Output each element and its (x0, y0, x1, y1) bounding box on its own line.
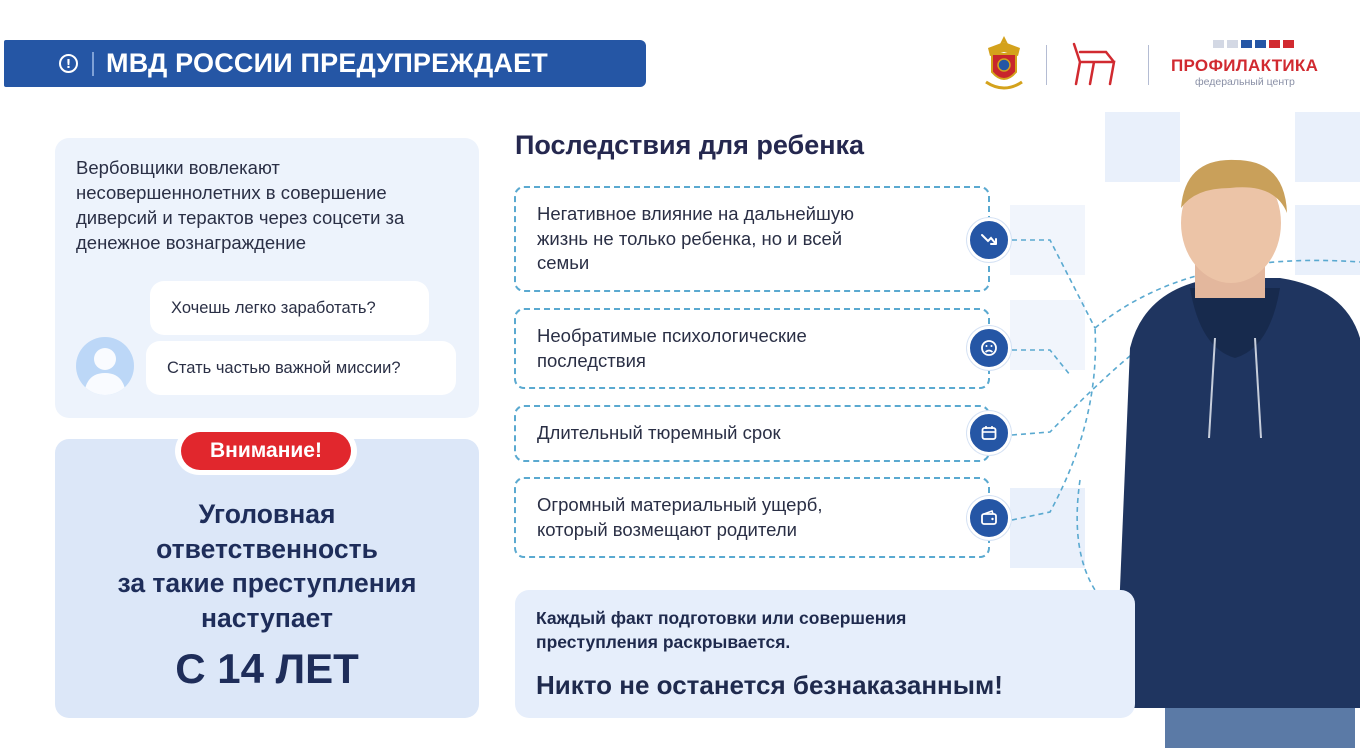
trend-down-icon (967, 218, 1011, 262)
person-avatar-icon (76, 337, 134, 395)
consequence-line: семьи (537, 252, 590, 274)
disclosure-line: Каждый факт подготовки или совершения (536, 608, 907, 628)
chat-bubble (150, 281, 429, 335)
consequence-line: Негативное влияние на дальнейшую (537, 203, 854, 225)
disclosure-text (536, 606, 1056, 654)
consequence-item (514, 186, 990, 292)
exclamation-circle-icon: ! (59, 54, 78, 73)
consequence-item (514, 308, 990, 389)
red-chair-icon (1066, 40, 1124, 88)
liability-line: наступает (201, 602, 333, 633)
consequence-line: последствия (537, 349, 646, 371)
brand-subtitle: федеральный центр (1195, 76, 1295, 88)
mvd-emblem-icon (982, 34, 1026, 94)
logo-divider (1046, 45, 1047, 85)
chat-message: Стать частью важной миссии? (167, 358, 401, 377)
liability-line: ответственность (156, 533, 378, 564)
brand-name: ПРОФИЛАКТИКА (1171, 56, 1319, 75)
sad-face-icon (967, 326, 1011, 370)
teen-boy-photo (1105, 138, 1360, 748)
consequence-line: Необратимые психологические (537, 325, 807, 346)
criminal-liability-text (55, 497, 479, 635)
brand-flag-squares (1213, 40, 1297, 50)
liability-line: Уголовная (198, 499, 336, 529)
chat-bubble (146, 341, 456, 395)
age-of-liability: С 14 ЛЕТ (175, 645, 359, 692)
consequence-line: Длительный тюремный срок (537, 422, 781, 444)
header-divider (92, 52, 94, 76)
consequence-item (514, 405, 990, 462)
page-title: МВД РОССИИ ПРЕДУПРЕЖДАЕТ (106, 48, 548, 78)
attention-label: Внимание! (181, 432, 351, 470)
chat-message: Хочешь легко заработать? (171, 298, 376, 317)
consequence-line: Огромный материальный ущерб, (537, 494, 823, 515)
consequence-line: жизнь не только ребенка, но и всей (537, 227, 843, 249)
slogan: Никто не останется безнаказанным! (536, 670, 1003, 700)
attention-badge (175, 427, 357, 475)
logo-divider (1148, 45, 1149, 85)
liability-line: за такие преступления (117, 568, 417, 598)
consequence-item (514, 477, 990, 558)
consequences-title: Последствия для ребенка (515, 130, 865, 160)
intro-text: Вербовщики вовлекают несовершеннолетних в совершение диверсий и терактов через соцсети за денежное вознаграждение (76, 157, 405, 253)
calendar-icon (967, 411, 1011, 455)
disclosure-line: преступления раскрывается. (536, 632, 791, 652)
wallet-icon (967, 496, 1011, 540)
header-banner (4, 40, 646, 87)
consequence-line: который возмещают родители (537, 518, 797, 540)
